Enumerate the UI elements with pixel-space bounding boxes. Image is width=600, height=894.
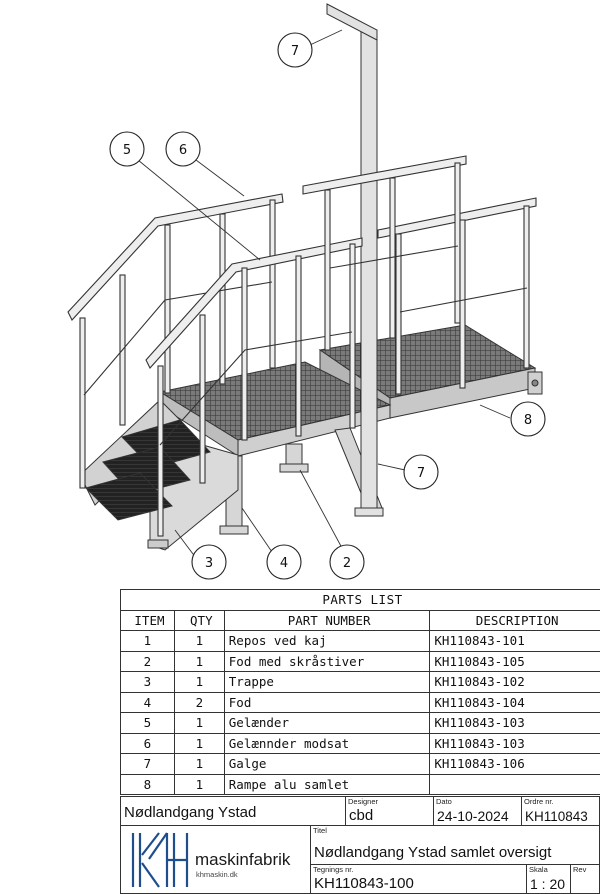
header-description: DESCRIPTION [430,610,600,631]
parts-list-title: PARTS LIST [121,590,600,611]
balloon-7-lower [404,455,438,489]
company-name: maskinfabrik [195,850,291,869]
header-part-number: PART NUMBER [224,610,430,631]
svg-text:8: 8 [523,413,533,428]
designer-value: cbd [349,807,374,824]
rev-cell: Rev [570,864,600,894]
project-name: Nødlandgang Ystad [124,804,257,821]
drawing-number-cell: Tegnings nr. KH110843-100 [310,864,527,894]
order-value: KH110843 [525,809,588,824]
table-row: 4 2 Fod KH110843-104 [121,692,600,713]
svg-text:6: 6 [178,143,188,158]
title-cell: Titel Nødlandgang Ystad samlet oversigt [310,825,600,865]
header-qty: QTY [174,610,224,631]
balloon-5 [110,132,144,166]
balloon-4 [267,545,301,579]
balloon-6 [166,132,200,166]
svg-text:7: 7 [416,466,426,481]
table-row: 2 1 Fod med skråstiver KH110843-105 [121,651,600,672]
order-cell: Ordre nr. KH110843 [521,796,600,826]
svg-text:3: 3 [204,556,214,571]
scale-cell: Skala 1 : 20 [526,864,571,894]
parts-list-table [120,589,600,795]
project-name-cell [120,796,346,826]
scale-value: 1 : 20 [530,876,566,892]
svg-text:7: 7 [290,44,300,59]
drawing-number: KH110843-100 [314,875,414,892]
designer-cell: Designer cbd [345,796,434,826]
table-row: 6 1 Gelænnder modsat KH110843-103 [121,733,600,754]
svg-text:5: 5 [122,143,132,158]
date-cell: Dato 24-10-2024 [433,796,522,826]
table-row: 7 1 Galge KH110843-106 [121,754,600,775]
table-row: 1 1 Repos ved kaj KH110843-101 [121,631,600,652]
table-row: 8 1 Rampe alu samlet [121,774,600,795]
date-value: 24-10-2024 [437,808,509,824]
balloon-2 [330,545,364,579]
svg-text:4: 4 [279,556,289,571]
drawing-title: Nødlandgang Ystad samlet oversigt [314,844,552,861]
svg-text:2: 2 [342,556,352,571]
balloon-3 [192,545,226,579]
kh-logo-icon [129,831,193,889]
parts-list-header-row [121,610,600,631]
balloon-8 [511,402,545,436]
logo-cell [120,825,311,894]
table-row: 5 1 Gelænder KH110843-103 [121,713,600,734]
header-item: ITEM [121,610,175,631]
company-website: khmaskin.dk [196,870,238,879]
balloon-7-top [278,33,312,67]
table-row: 3 1 Trappe KH110843-102 [121,672,600,693]
